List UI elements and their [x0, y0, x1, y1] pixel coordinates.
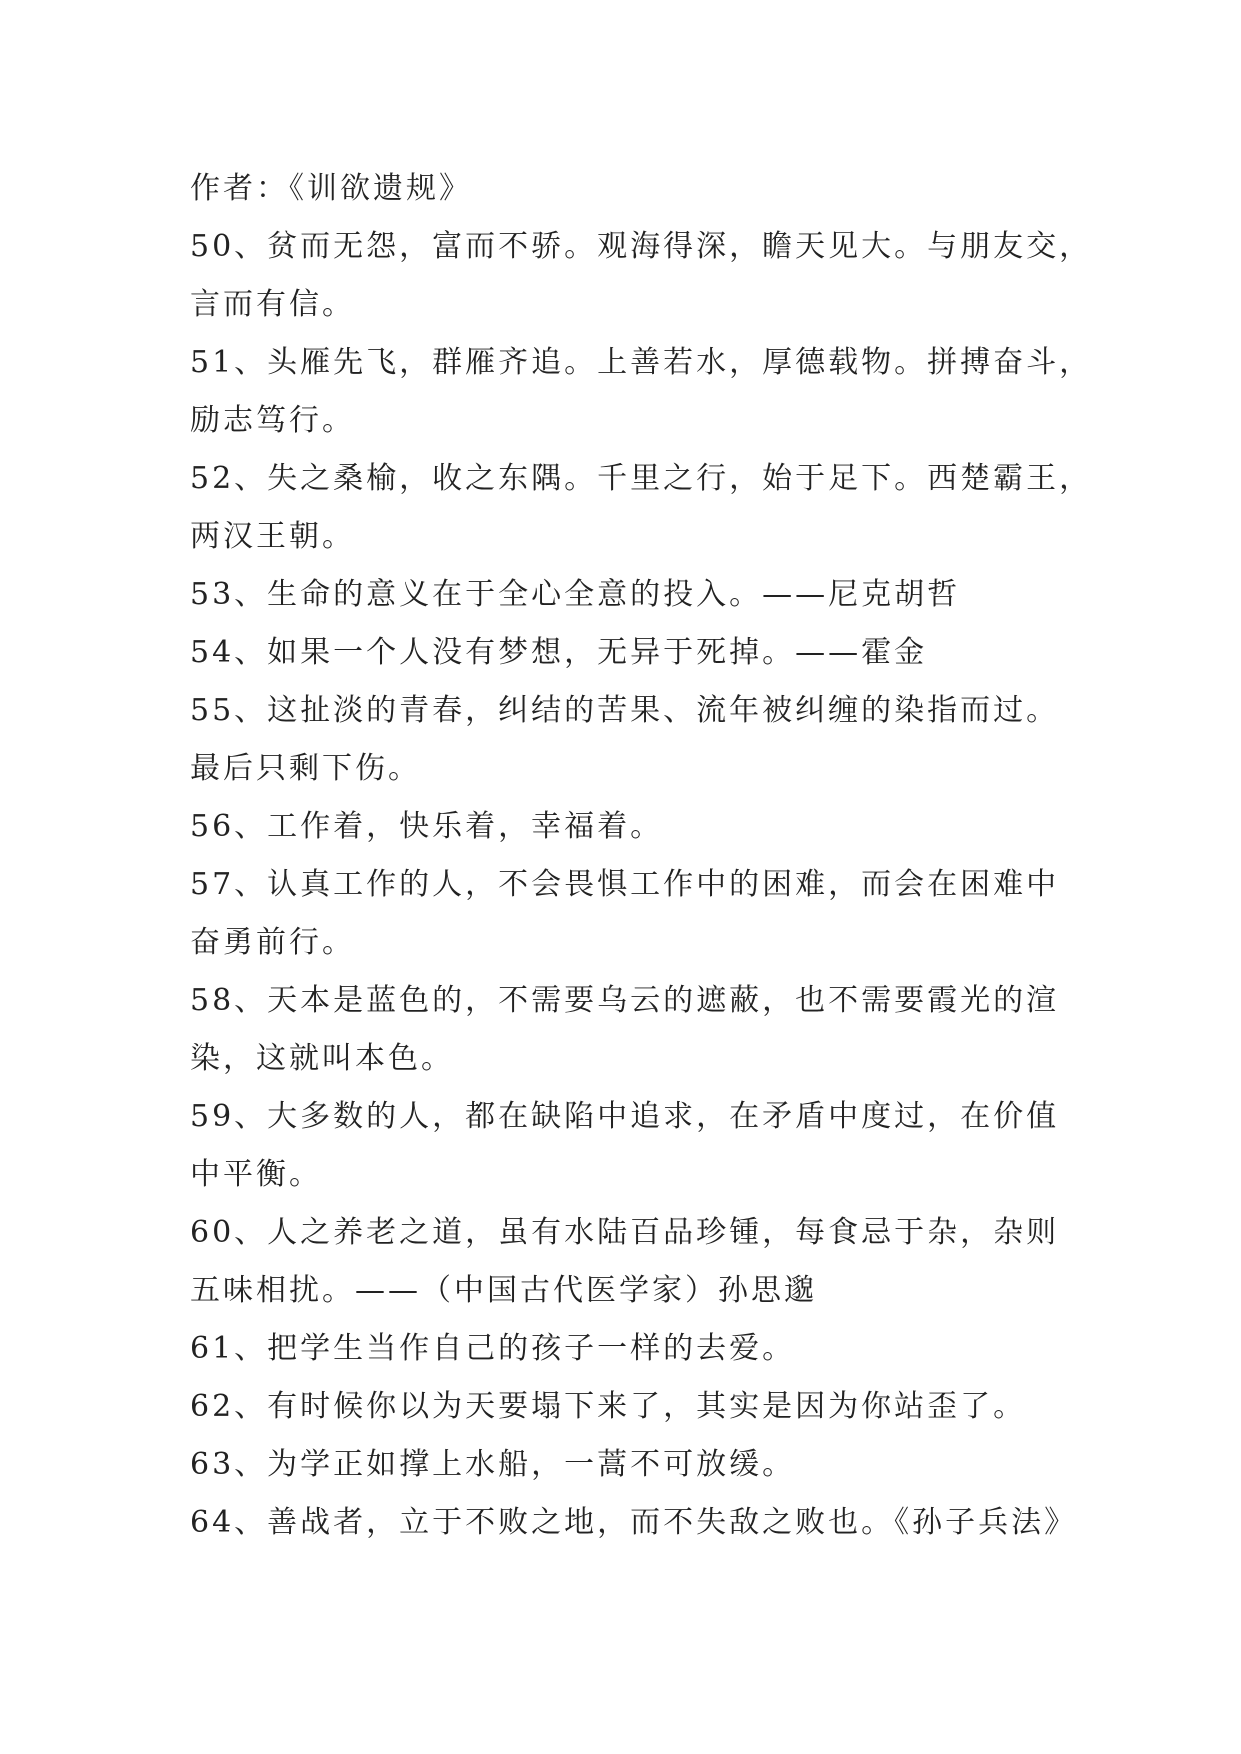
document-body — [190, 160, 1093, 1552]
text-line: 励志笃行。 — [190, 403, 355, 438]
text-line: 56、工作着，快乐着，幸福着。 — [190, 809, 664, 844]
text-line: 60、人之养老之道，虽有水陆百品珍锺，每食忌于杂，杂则 — [190, 1215, 1060, 1250]
text-line: 51、头雁先飞，群雁齐追。上善若水，厚德载物。拼搏奋斗， — [190, 345, 1093, 380]
text-line: 62、有时候你以为天要塌下来了，其实是因为你站歪了。 — [190, 1389, 1027, 1424]
text-line: 59、大多数的人，都在缺陷中追求，在矛盾中度过，在价值 — [190, 1099, 1060, 1134]
text-line: 58、天本是蓝色的，不需要乌云的遮蔽，也不需要霞光的渲 — [190, 983, 1060, 1018]
text-line: 作者：《训欲遗规》 — [190, 171, 472, 206]
text-line: 五味相扰。——（中国古代医学家）孙思邈 — [190, 1273, 817, 1308]
text-line: 64、善战者，立于不败之地，而不失敌之败也。《孙子兵法》 — [190, 1505, 1078, 1540]
text-line: 55、这扯淡的青春，纠结的苦果、流年被纠缠的染指而过。 — [190, 693, 1060, 728]
text-line: 最后只剩下伤。 — [190, 751, 421, 786]
text-line: 52、失之桑榆，收之东隅。千里之行，始于足下。西楚霸王， — [190, 461, 1093, 496]
text-line: 54、如果一个人没有梦想，无异于死掉。——霍金 — [190, 635, 928, 670]
text-line: 53、生命的意义在于全心全意的投入。——尼克胡哲 — [190, 577, 961, 612]
text-line: 63、为学正如撑上水船，一蒿不可放缓。 — [190, 1447, 796, 1482]
text-line: 50、贫而无怨，富而不骄。观海得深，瞻天见大。与朋友交， — [190, 229, 1093, 264]
text-line: 中平衡。 — [190, 1157, 322, 1192]
text-line: 61、把学生当作自己的孩子一样的去爱。 — [190, 1331, 796, 1366]
text-line: 言而有信。 — [190, 287, 355, 322]
text-line: 奋勇前行。 — [190, 925, 355, 960]
text-line: 两汉王朝。 — [190, 519, 355, 554]
text-line: 57、认真工作的人，不会畏惧工作中的困难，而会在困难中 — [190, 867, 1060, 902]
text-line: 染，这就叫本色。 — [190, 1041, 454, 1076]
